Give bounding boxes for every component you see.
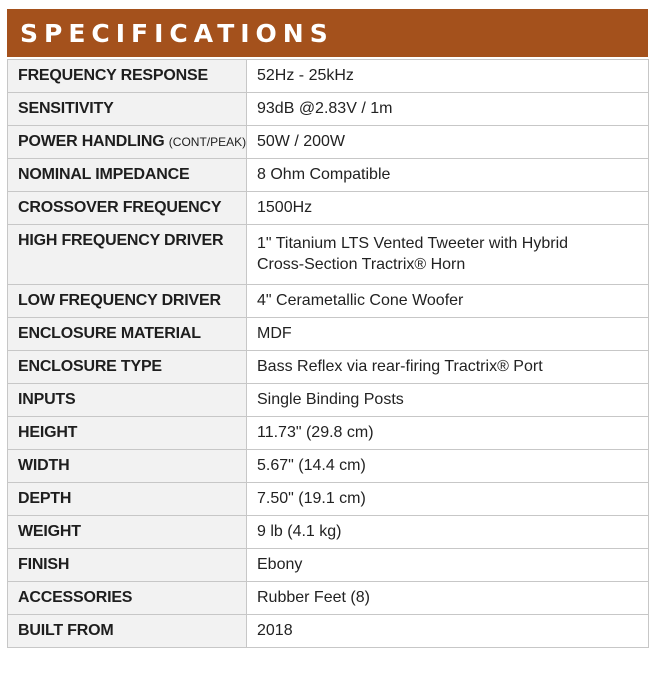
spec-value: Bass Reflex via rear-firing Tractrix® Port [247,351,649,384]
specifications-sheet [7,9,648,648]
spec-row-power-handling [8,126,649,159]
spec-value: 7.50" (19.1 cm) [247,483,649,516]
spec-label: HEIGHT [8,417,247,450]
spec-value: Ebony [247,549,649,582]
spec-label: NOMINAL IMPEDANCE [8,159,247,192]
spec-value: 9 lb (4.1 kg) [247,516,649,549]
spec-row-built-from [8,615,649,648]
spec-value: 1500Hz [247,192,649,225]
spec-value: 52Hz - 25kHz [247,60,649,93]
spec-value: Rubber Feet (8) [247,582,649,615]
spec-row-inputs [8,384,649,417]
spec-value-line: 1" Titanium LTS Vented Tweeter with Hybrid [257,234,569,252]
spec-label: DEPTH [8,483,247,516]
spec-label: ACCESSORIES [8,582,247,615]
spec-label: POWER HANDLING [18,132,165,150]
spec-label-suffix: (CONT/PEAK) [168,134,247,149]
spec-row-high-frequency-driver [8,225,649,285]
spec-value: 93dB @2.83V / 1m [247,93,649,126]
spec-value-cell [247,225,649,285]
spec-label: WEIGHT [8,516,247,549]
specifications-table [7,59,649,648]
spec-row-depth [8,483,649,516]
spec-label: ENCLOSURE TYPE [8,351,247,384]
spec-label: CROSSOVER FREQUENCY [8,192,247,225]
spec-row-nominal-impedance [8,159,649,192]
spec-row-height [8,417,649,450]
spec-label: FINISH [8,549,247,582]
spec-value: 11.73" (29.8 cm) [247,417,649,450]
spec-label: WIDTH [8,450,247,483]
spec-label: ENCLOSURE MATERIAL [8,318,247,351]
spec-label: SENSITIVITY [8,93,247,126]
spec-row-enclosure-type [8,351,649,384]
spec-label: INPUTS [8,384,247,417]
spec-row-low-frequency-driver [8,285,649,318]
spec-row-accessories [8,582,649,615]
spec-row-frequency-response [8,60,649,93]
spec-value: 5.67" (14.4 cm) [247,450,649,483]
spec-value: 4" Cerametallic Cone Woofer [247,285,649,318]
spec-label: FREQUENCY RESPONSE [8,60,247,93]
spec-row-sensitivity [8,93,649,126]
spec-label: BUILT FROM [8,615,247,648]
spec-value: 50W / 200W [247,126,649,159]
spec-label: HIGH FREQUENCY DRIVER [8,225,247,285]
spec-value: MDF [247,318,649,351]
spec-row-crossover-frequency [8,192,649,225]
spec-value: 8 Ohm Compatible [247,159,649,192]
spec-label: LOW FREQUENCY DRIVER [8,285,247,318]
spec-value-line: Cross-Section Tractrix® Horn [257,255,466,273]
spec-row-width [8,450,649,483]
specifications-title: SPECIFICATIONS [20,18,334,48]
specifications-header [7,9,648,57]
spec-row-weight [8,516,649,549]
spec-value: Single Binding Posts [247,384,649,417]
spec-value: 2018 [247,615,649,648]
spec-row-enclosure-material [8,318,649,351]
spec-label-cell [8,126,247,159]
spec-row-finish [8,549,649,582]
